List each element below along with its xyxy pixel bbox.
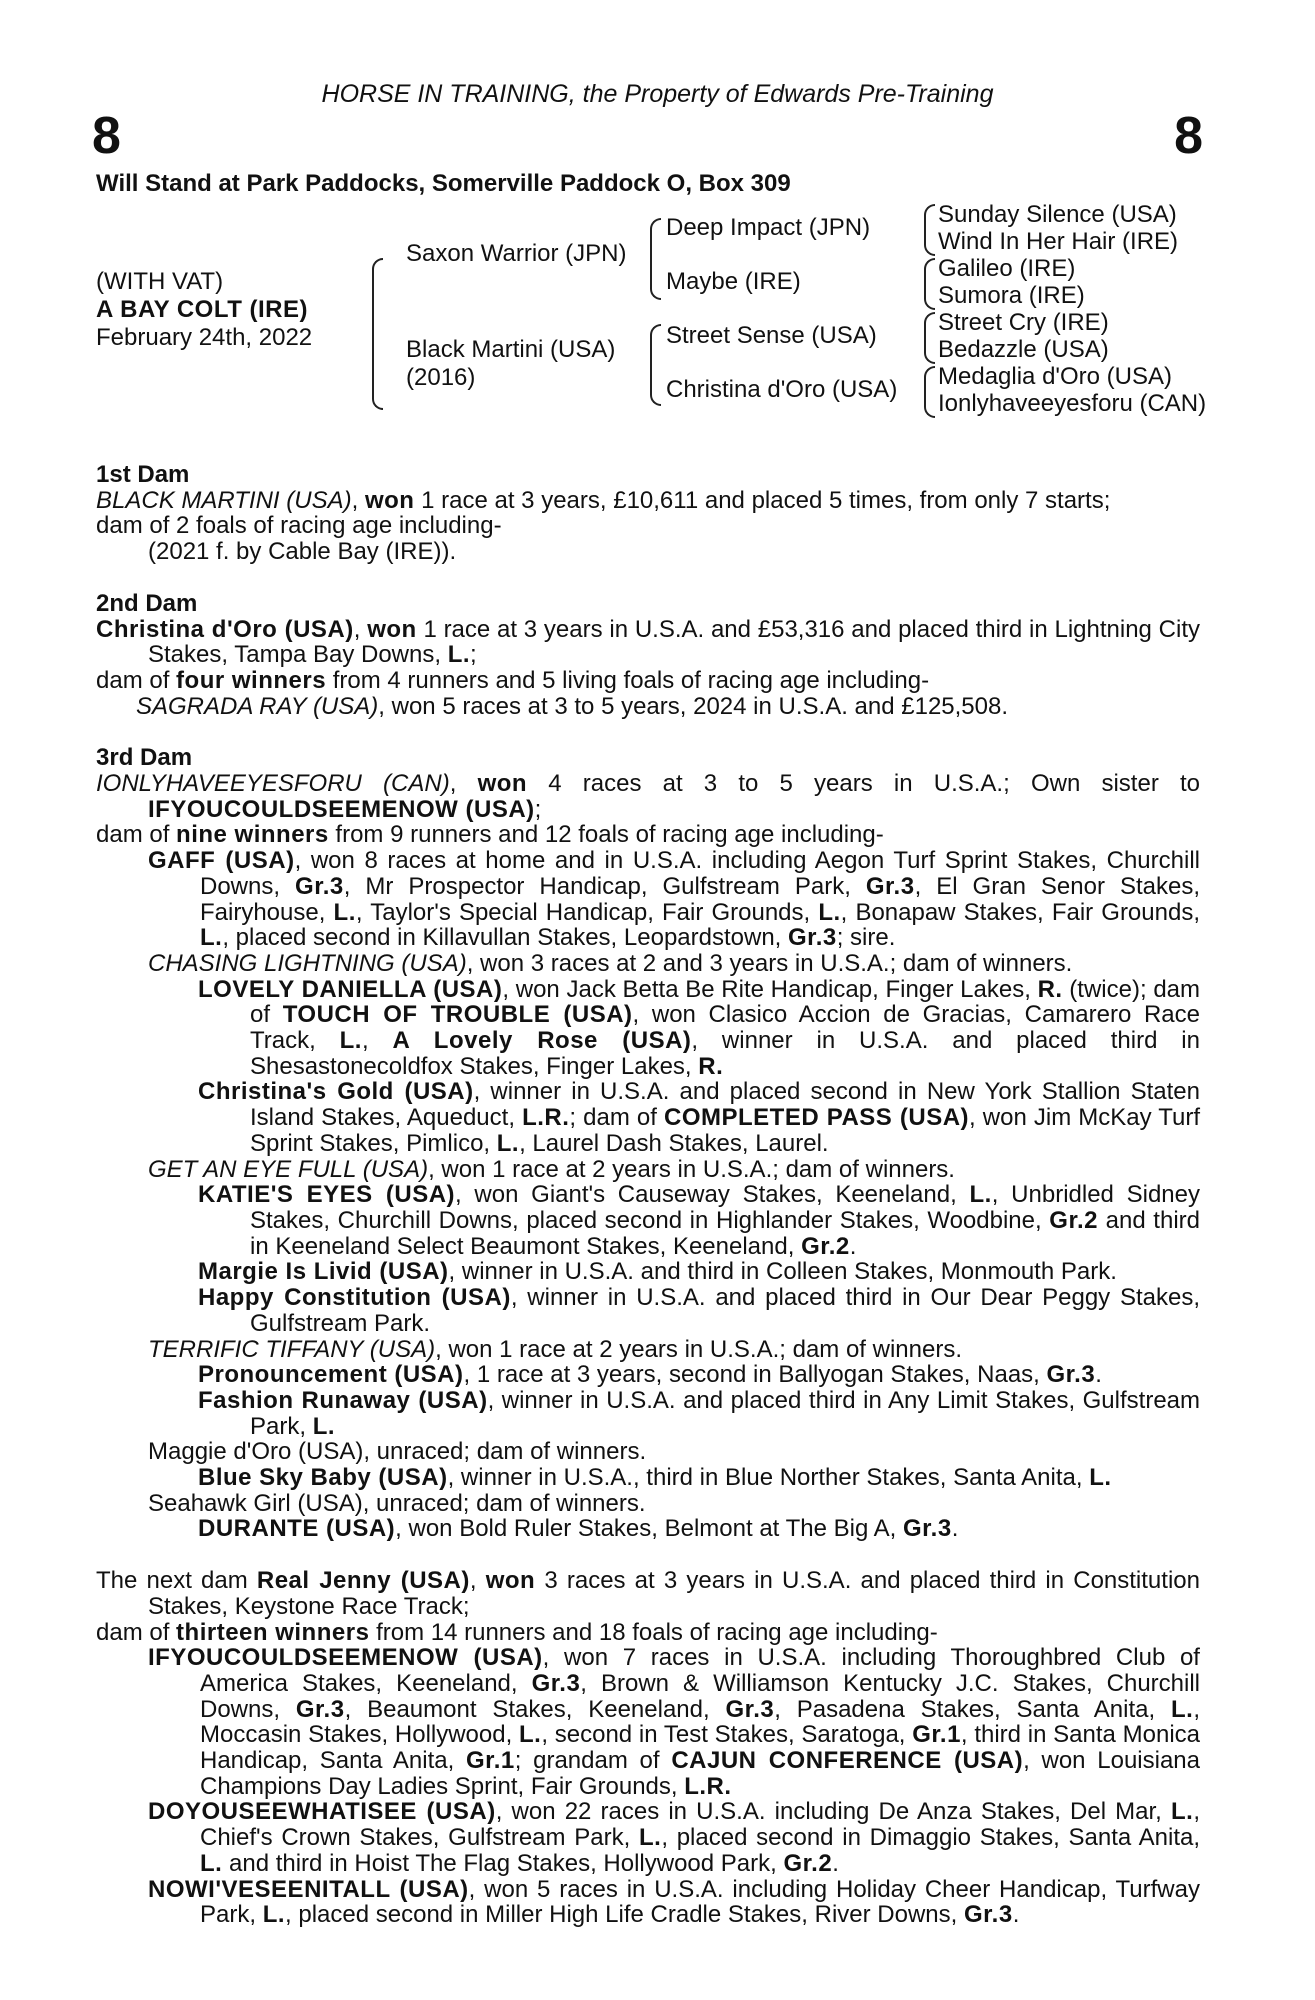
record-text: .: [1012, 1901, 1020, 1929]
listed-label: L.: [447, 641, 471, 669]
record-text: .: [1095, 1361, 1102, 1389]
produce-margie: [198, 1259, 1200, 1285]
grade-label: Gr.1: [912, 1721, 961, 1749]
ancestor-ssd: Wind In Her Hair (IRE): [938, 228, 1179, 255]
record-text: , Taylor's Special Handicap, Fair Grounds,: [355, 898, 819, 926]
ancestor-ddd: Ionlyhaveeyesforu (CAN): [938, 390, 1207, 417]
record-text: , second in Test Stakes, Saratoga,: [541, 1721, 913, 1749]
record-text: 1 race at 3 years in U.S.A. and £53,316 and placed third in Lightning City Stakes, Tampa Bay Downs,: [148, 615, 1200, 669]
ancestor-dsd: Bedazzle (USA): [938, 336, 1109, 363]
produce-name: A Lovely Rose (USA): [392, 1027, 692, 1055]
produce-name: DURANTE (USA): [198, 1515, 396, 1543]
record-text: .: [951, 1515, 959, 1543]
record-text: 3 races at 3 years in U.S.A. and placed third in Constitution Stakes, Keystone Race Track;: [148, 1567, 1200, 1620]
first-dam-heading: 1st Dam: [96, 461, 190, 488]
record-text: from 9 runners and 12 foals of racing age including-: [328, 821, 884, 849]
dam: Black Martini (USA): [406, 336, 616, 363]
first-dam-text: 1 race at 3 years, £10,611 and placed 5 times, from only 7 starts;: [414, 486, 1111, 514]
record-text: , placed second in Miller High Life Cradle Stakes, River Downs,: [285, 1901, 964, 1929]
record-text: , Mr Prospector Handicap, Gulfstream Park,: [343, 872, 866, 900]
record-text: , won 5 races in U.S.A. including Holiday Cheer Handicap, Turfway Park,: [200, 1875, 1200, 1929]
record-text: , won Clasico Accion de Gracias, Camarero Race Track,: [250, 1001, 1201, 1055]
record-text: ;: [470, 641, 477, 669]
produce-name: LOVELY DANIELLA (USA): [198, 975, 503, 1003]
record-text: and third in Hoist The Flag Stakes, Hollywood Park,: [222, 1849, 784, 1877]
third-dam-produce-intro: [96, 822, 1200, 848]
record-text: ; grandam of: [514, 1747, 672, 1775]
produce-blue-sky: [198, 1465, 1200, 1491]
produce-ifyoucouldseemenow: [148, 1645, 1200, 1799]
dam-year: (2016): [406, 364, 476, 391]
record-text: , winner in U.S.A. and placed third in Shesastonecoldfox Stakes, Finger Lakes,: [250, 1027, 1200, 1080]
listed-restricted-label: L.R.: [522, 1104, 570, 1132]
produce-name: TOUCH OF TROUBLE (USA): [282, 1001, 633, 1029]
produce-katies-eyes: [198, 1182, 1200, 1259]
sire-dam: Maybe (IRE): [666, 268, 801, 295]
winners-count: thirteen winners: [176, 1618, 370, 1646]
second-dam-produce: [96, 694, 1200, 720]
record-text: , Moccasin Stakes, Hollywood,: [200, 1695, 1201, 1749]
record-text: , won Louisiana Champions Day Ladies Sprint, Fair Grounds,: [200, 1747, 1201, 1800]
produce-name: Christina's Gold (USA): [198, 1078, 474, 1106]
second-dam-name: Christina d'Oro (USA): [96, 615, 354, 643]
stand-location: Will Stand at Park Paddocks, Somerville Paddock O, Box 309: [96, 170, 791, 197]
produce-name: IFYOUCOULDSEEMENOW (USA): [148, 1644, 543, 1672]
record-text: .: [832, 1849, 839, 1877]
restricted-label: R.: [698, 1052, 724, 1080]
first-dam-foal: (2021 f. by Cable Bay (IRE)).: [148, 538, 457, 566]
record-text: , won 3 races at 2 and 3 years in U.S.A.; dam of winners.: [466, 949, 1073, 977]
record-text: , Beaumont Stakes, Keeneland,: [344, 1695, 726, 1723]
won-label: won: [367, 615, 417, 643]
grade-label: Gr.3: [531, 1669, 581, 1697]
record-text: , won Giant's Causeway Stakes, Keeneland,: [455, 1181, 970, 1209]
produce-doyouseewhatisee: [148, 1799, 1200, 1876]
record-text: , won 8 races at home and in U.S.A. including Aegon Turf Sprint Stakes, Churchill Downs,: [200, 847, 1200, 900]
record-text: , won Bold Ruler Stakes, Belmont at The Big A,: [395, 1515, 903, 1543]
listed-label: L.: [638, 1824, 662, 1852]
lot-number-right: 8: [1174, 107, 1203, 165]
record-text: , placed second in Killavullan Stakes, Leopardstown,: [222, 924, 789, 952]
record-text: , winner in U.S.A. and placed second in New York Stallion Staten Island Stakes, Aqueduct,: [250, 1078, 1201, 1132]
record-text: from 4 runners and 5 living foals of racing age including-: [326, 666, 930, 694]
brace-3d: [924, 366, 935, 418]
next-dam-name: Real Jenny (USA): [256, 1567, 470, 1595]
pedigree-brace: [372, 258, 383, 410]
produce-name: Happy Constitution (USA): [198, 1284, 511, 1312]
record-text: ;: [534, 795, 542, 823]
first-dam-produce-intro: dam of 2 foals of racing age including-: [96, 512, 502, 540]
listed-label: L.: [496, 1129, 520, 1157]
vat-note: (WITH VAT): [96, 268, 224, 295]
record-text: , Chief's Crown Stakes, Gulfstream Park,: [200, 1798, 1200, 1852]
brace-3a: [924, 204, 935, 256]
record-text: , Pasadena Stakes, Santa Anita,: [774, 1695, 1172, 1723]
produce-name: CAJUN CONFERENCE (USA): [671, 1747, 1024, 1775]
record-text: , Bonapaw Stakes, Fair Grounds,: [840, 898, 1200, 926]
next-dam-produce-intro: [96, 1620, 1200, 1646]
produce-gaff: [148, 848, 1200, 951]
dam-dam: Christina d'Oro (USA): [666, 376, 898, 403]
record-text: and third in Keeneland Select Beaumont Stakes, Keeneland,: [250, 1206, 1200, 1260]
listed-label: L.: [519, 1721, 542, 1749]
ancestor-sdd: Sumora (IRE): [938, 282, 1085, 309]
record-text: , Unbridled Sidney Stakes, Churchill Downs, placed second in Highlander Stakes, Woodbine,: [250, 1181, 1200, 1234]
record-text: , won 1 race at 2 years in U.S.A.; dam of winners.: [435, 1335, 963, 1363]
record-text: , won Jim McKay Turf Sprint Stakes, Pimlico,: [250, 1104, 1201, 1157]
record-text: , Brown & Williamson Kentucky J.C. Stakes, Churchill Downs,: [200, 1669, 1200, 1723]
won-label: won: [364, 486, 415, 514]
grade-label: Gr.1: [466, 1747, 515, 1775]
record-text: , Laurel Dash Stakes, Laurel.: [519, 1129, 829, 1157]
produce-name: KATIE'S EYES (USA): [198, 1181, 456, 1209]
produce-fashion: [198, 1388, 1200, 1439]
second-dam-record: Christina d'Oro (USA), won 1 race at 3 years in U.S.A. and £53,316 and placed third in Lightning City Stakes, Tampa Bay Downs, L.;: [96, 615, 1200, 669]
produce-get-an-eye-full: [148, 1157, 1200, 1183]
won-label: won: [477, 770, 528, 798]
grade-label: Gr.2: [801, 1232, 850, 1260]
listed-restricted-label: L.R.: [684, 1772, 732, 1800]
produce-pronouncement: [198, 1362, 1200, 1388]
third-dam-name: IONLYHAVEEYESFORU (CAN): [96, 770, 450, 798]
produce-durante: [198, 1516, 1200, 1542]
produce-lovely: [198, 977, 1200, 1080]
grade-label: Gr.2: [783, 1849, 833, 1877]
record-text: , winner in U.S.A. and third in Colleen Stakes, Monmouth Park.: [448, 1258, 1117, 1286]
sire-brace: [650, 218, 661, 300]
ancestor-dss: Street Cry (IRE): [938, 309, 1109, 336]
record-text: , winner in U.S.A. and placed third in Any Limit Stakes, Gulfstream Park,: [250, 1386, 1201, 1440]
grade-label: Gr.3: [865, 872, 915, 900]
record-text: .: [849, 1232, 857, 1260]
listed-label: L.: [1171, 1798, 1194, 1826]
listed-label: L.: [333, 898, 356, 926]
dam-sire: Street Sense (USA): [666, 322, 877, 349]
family-body: [96, 462, 1200, 1928]
produce-name: COMPLETED PASS (USA): [663, 1104, 970, 1132]
grade-label: Gr.3: [1046, 1361, 1096, 1389]
record-text: , won 1 race at 2 years in U.S.A.; dam of winners.: [428, 1155, 955, 1183]
record-text: , won 22 races in U.S.A. including De Anza Stakes, Del Mar,: [495, 1798, 1171, 1826]
record-text: , won 5 races at 3 to 5 years, 2024 in U.S.A. and £125,508.: [378, 692, 1009, 720]
produce-maggie: Maggie d'Oro (USA), unraced; dam of winners.: [148, 1438, 647, 1466]
produce-name: CHASING LIGHTNING (USA): [148, 949, 467, 977]
produce-name: GET AN EYE FULL (USA): [148, 1155, 429, 1183]
record-text: , won Jack Betta Be Rite Handicap, Finger Lakes,: [502, 975, 1038, 1003]
record-text: from 14 runners and 18 foals of racing age including-: [369, 1618, 938, 1646]
listed-label: L.: [200, 924, 223, 952]
produce-chasing: [148, 951, 1200, 977]
record-text: The next dam: [96, 1567, 257, 1595]
winners-count: nine winners: [176, 821, 329, 849]
grade-label: Gr.3: [295, 872, 344, 900]
listed-label: L.: [1171, 1695, 1194, 1723]
brace-3c: [924, 312, 935, 364]
produce-name: TERRIFIC TIFFANY (USA): [148, 1335, 436, 1363]
record-text: 4 races at 3 to 5 years in U.S.A.; Own sister to: [527, 770, 1200, 798]
foaling-date: February 24th, 2022: [96, 324, 313, 351]
record-text: ; dam of: [569, 1104, 664, 1132]
record-text: ; sire.: [836, 924, 896, 952]
listed-label: L.: [969, 1181, 992, 1209]
produce-name: NOWI'VESEENITALL (USA): [148, 1875, 469, 1903]
first-dam-record: BLACK MARTINI (USA), won 1 race at 3 years, £10,611 and placed 5 times, from only 7 starts;: [96, 486, 1111, 514]
grade-label: Gr.2: [1049, 1206, 1098, 1234]
record-text: , placed second in Dimaggio Stakes, Santa Anita,: [661, 1824, 1200, 1852]
produce-name: Fashion Runaway (USA): [198, 1386, 488, 1414]
third-dam-heading: 3rd Dam: [96, 744, 193, 772]
grade-label: Gr.3: [725, 1695, 775, 1723]
grade-label: Gr.3: [902, 1515, 952, 1543]
produce-name: Pronouncement (USA): [198, 1361, 464, 1389]
produce-seahawk: Seahawk Girl (USA), unraced; dam of winners.: [148, 1489, 646, 1517]
produce-name: Margie Is Livid (USA): [198, 1258, 449, 1286]
second-dam-heading: 2nd Dam: [96, 589, 198, 617]
produce-name: SAGRADA RAY (USA): [136, 692, 379, 720]
record-text: (twice); dam of: [250, 975, 1201, 1029]
listed-label: L.: [262, 1901, 286, 1929]
dam-brace: [650, 324, 661, 406]
next-dam-record: The next dam Real Jenny (USA), won 3 races at 3 years in U.S.A. and placed third in Constitution Stakes, Keystone Race Track;: [96, 1567, 1200, 1620]
ancestor-sds: Galileo (IRE): [938, 255, 1076, 282]
ancestor-dds: Medaglia d'Oro (USA): [938, 363, 1172, 390]
record-text: , winner in U.S.A., third in Blue Norther Stakes, Santa Anita,: [447, 1464, 1090, 1492]
record-text: , winner in U.S.A. and placed third in Our Dear Peggy Stakes, Gulfstream Park.: [250, 1284, 1200, 1337]
lot-number-left: 8: [92, 107, 121, 165]
won-label: won: [485, 1567, 536, 1595]
winners-count: four winners: [176, 666, 327, 694]
produce-name: DOYOUSEEWHATISEE (USA): [148, 1798, 496, 1826]
produce-happy: [198, 1285, 1200, 1336]
brace-3b: [924, 258, 935, 310]
first-dam-name: BLACK MARTINI (USA): [96, 486, 352, 514]
listed-label: L.: [339, 1027, 362, 1055]
produce-terrific: [148, 1337, 1200, 1363]
restricted-label: R.: [1037, 975, 1063, 1003]
third-dam-record: IONLYHAVEEYESFORU (CAN), won 4 races at 3 to 5 years in U.S.A.; Own sister to IFYOUCOULDSEEMENOW (USA);: [96, 770, 1200, 823]
record-text: , third in Santa Monica Handicap, Santa Anita,: [200, 1721, 1200, 1775]
produce-name: GAFF (USA): [148, 847, 295, 875]
produce-name: Blue Sky Baby (USA): [198, 1464, 448, 1492]
grade-label: Gr.3: [788, 924, 837, 952]
record-text: , 1 race at 3 years, second in Ballyogan Stakes, Naas,: [463, 1361, 1047, 1389]
record-text: , won 7 races in U.S.A. including Thoroughbred Club of America Stakes, Keeneland,: [200, 1644, 1200, 1697]
listed-label: L.: [818, 898, 841, 926]
horse-name: A BAY COLT (IRE): [96, 296, 309, 323]
record-text: dam of: [96, 1618, 177, 1646]
grade-label: Gr.3: [963, 1901, 1013, 1929]
ancestor-sss: Sunday Silence (USA): [938, 201, 1177, 228]
listed-label: L.: [312, 1412, 336, 1440]
record-text: ,: [361, 1027, 393, 1055]
record-text: , El Gran Senor Stakes, Fairyhouse,: [200, 872, 1200, 926]
second-dam-produce-intro: [96, 668, 1200, 694]
listed-label: L.: [200, 1849, 223, 1877]
page-header: HORSE IN TRAINING, the Property of Edwards Pre-Training: [321, 80, 994, 108]
sire: Saxon Warrior (JPN): [406, 240, 627, 267]
record-text: dam of: [96, 666, 177, 694]
produce-christinas-gold: [198, 1079, 1200, 1156]
listed-label: L.: [1089, 1464, 1112, 1492]
produce-nowiveseenitall: [148, 1877, 1200, 1928]
sire-sire: Deep Impact (JPN): [666, 214, 871, 241]
sister-name: IFYOUCOULDSEEMENOW (USA): [148, 795, 535, 823]
record-text: dam of: [96, 821, 177, 849]
grade-label: Gr.3: [295, 1695, 345, 1723]
